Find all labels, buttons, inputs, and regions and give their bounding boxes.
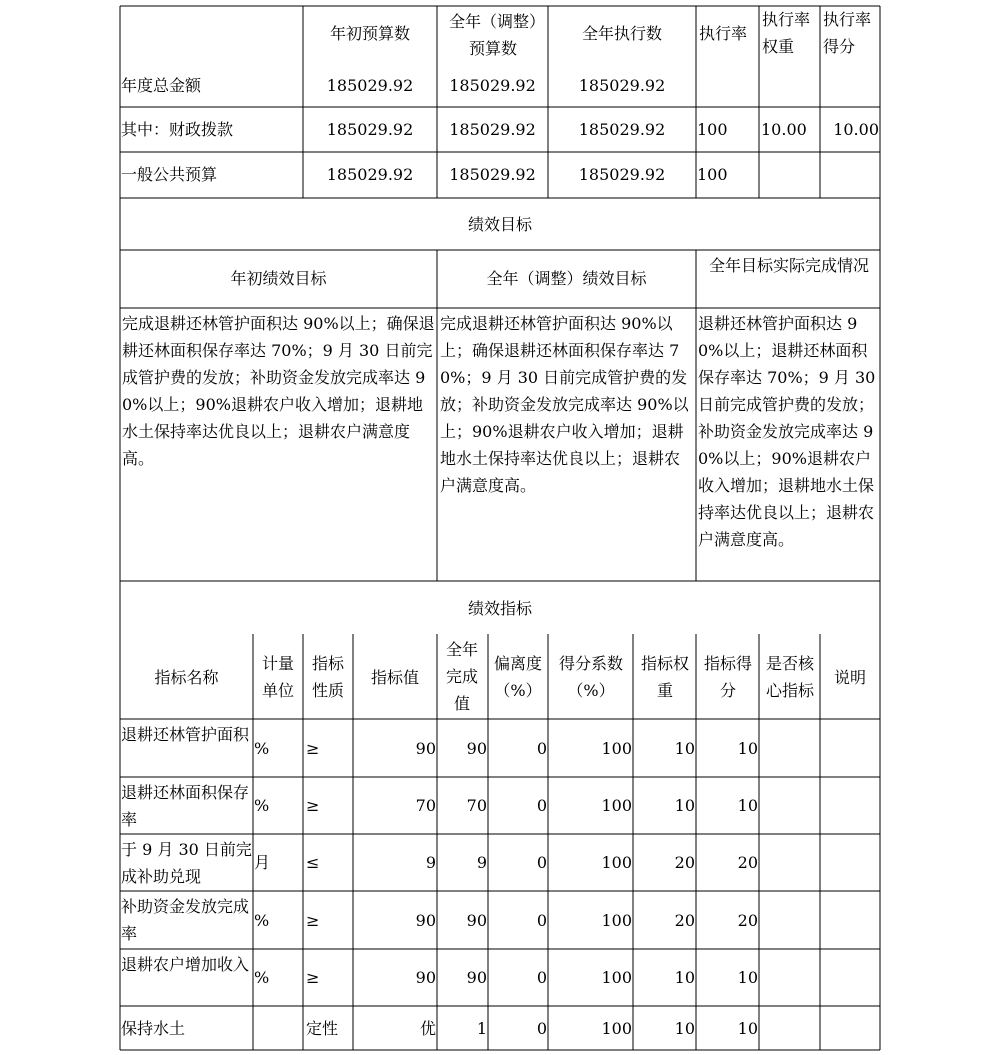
indicator-weight: 20: [674, 853, 695, 872]
budget-row-label: 其中：财政拨款: [121, 120, 234, 139]
ind-header-score: 指标得分: [703, 654, 752, 700]
indicator-unit: %: [254, 739, 270, 758]
indicator-done: 70: [466, 796, 487, 815]
budget-cell: 185029.92: [578, 76, 666, 95]
goals-col-actual: 全年目标实际完成情况: [708, 256, 869, 275]
header-initial-budget: 年初预算数: [329, 24, 410, 43]
header-exec-score: 执行率得分: [823, 10, 872, 56]
indicator-done: 90: [466, 911, 487, 930]
indicator-name: 补助资金发放完成率: [121, 897, 250, 943]
indicator-name: 退耕农户增加收入: [121, 955, 250, 974]
indicator-done: 90: [466, 739, 487, 758]
indicator-name: 保持水土: [121, 1019, 186, 1038]
indicator-unit: %: [254, 796, 270, 815]
indicator-weight: 20: [674, 911, 695, 930]
budget-row-label: 年度总金额: [121, 76, 202, 95]
header-adjusted-budget: 全年（调整）预算数: [448, 12, 537, 58]
ind-header-done: 全年完成值: [445, 640, 478, 713]
goals-text-adjusted: 完成退耕还林管护面积达 90%以上；确保退耕还林面积保存率达 70%；9 月 30 日前完成管护费的发放；补助资金发放完成率达 90%以上；90%退耕农户收入增加；退耕地水土保持率达优良以上；退耕农户满意度高。: [440, 314, 689, 495]
indicator-done: 9: [476, 853, 487, 872]
budget-cell: 100: [697, 120, 728, 139]
indicator-score: 20: [737, 911, 758, 930]
budget-cell: 185029.92: [578, 165, 666, 184]
indicator-coef: 100: [601, 968, 632, 987]
indicator-nature: ≥: [306, 739, 320, 758]
ind-header-core: 是否核心指标: [765, 654, 814, 700]
budget-cell: 185029.92: [578, 120, 666, 139]
indicator-value: 90: [415, 968, 436, 987]
indicator-value: 90: [415, 739, 436, 758]
budget-cell: 185029.92: [326, 165, 414, 184]
budget-cell: 100: [697, 165, 728, 184]
indicator-deviation: 0: [536, 911, 547, 930]
indicator-coef: 100: [601, 739, 632, 758]
indicator-coef: 100: [601, 1019, 632, 1038]
indicators-section-title: 绩效指标: [467, 599, 532, 618]
indicator-nature: ≥: [306, 796, 320, 815]
indicator-coef: 100: [601, 911, 632, 930]
indicator-nature: ≥: [306, 968, 320, 987]
indicator-score: 10: [737, 739, 758, 758]
indicator-done: 90: [466, 968, 487, 987]
ind-header-weight: 指标权重: [640, 654, 689, 700]
indicator-value: 70: [415, 796, 436, 815]
goals-col-initial: 年初绩效目标: [230, 269, 327, 288]
indicator-deviation: 0: [536, 1019, 547, 1038]
budget-cell: 185029.92: [326, 120, 414, 139]
budget-cell: 185029.92: [326, 76, 414, 95]
indicator-score: 10: [737, 796, 758, 815]
indicator-weight: 10: [674, 739, 695, 758]
indicator-nature: ≥: [306, 911, 320, 930]
ind-header-name: 指标名称: [154, 668, 219, 687]
indicator-score: 10: [737, 1019, 758, 1038]
indicator-deviation: 0: [536, 853, 547, 872]
indicator-unit: %: [254, 968, 270, 987]
indicator-name: 退耕还林管护面积: [121, 725, 250, 744]
indicator-name: 退耕还林面积保存率: [121, 783, 250, 829]
budget-cell: 185029.92: [449, 76, 536, 95]
indicator-score: 10: [737, 968, 758, 987]
ind-header-value: 指标值: [370, 668, 419, 687]
indicator-value: 9: [425, 853, 436, 872]
indicator-value: 90: [415, 911, 436, 930]
goals-section-title: 绩效目标: [467, 215, 532, 234]
budget-cell: 10.00: [833, 120, 879, 139]
indicator-nature: ≤: [306, 853, 320, 872]
indicator-coef: 100: [601, 796, 632, 815]
indicator-nature: 定性: [306, 1019, 339, 1038]
indicator-score: 20: [737, 853, 758, 872]
budget-row-label: 一般公共预算: [121, 165, 218, 184]
indicator-unit: 月: [254, 853, 271, 872]
budget-cell: 185029.92: [449, 165, 536, 184]
indicator-weight: 10: [674, 796, 695, 815]
indicator-name: 于 9 月 30 日前完成补助兑现: [121, 840, 252, 886]
goals-text-initial: 完成退耕还林管护面积达 90%以上；确保退耕还林面积保存率达 70%；9 月 30 日前完成管护费的发放；补助资金发放完成率达 90%以上；90%退耕农户收入增加；退耕地水土保持率达优良以上；退耕农户满意度高。: [122, 314, 435, 468]
ind-header-coef: 得分系数（%）: [558, 654, 623, 700]
indicator-weight: 10: [674, 1019, 695, 1038]
indicator-coef: 100: [601, 853, 632, 872]
ind-header-deviation: 偏离度（%）: [493, 654, 542, 700]
budget-cell: 185029.92: [449, 120, 536, 139]
ind-header-note: 说明: [833, 668, 866, 687]
indicator-deviation: 0: [536, 796, 547, 815]
ind-header-unit: 计量单位: [261, 654, 294, 700]
ind-header-nature: 指标性质: [311, 654, 344, 700]
budget-cell: 10.00: [761, 120, 807, 139]
indicator-weight: 10: [674, 968, 695, 987]
header-exec-rate: 执行率: [699, 24, 748, 43]
indicator-deviation: 0: [536, 739, 547, 758]
goals-col-adjusted: 全年（调整）绩效目标: [486, 269, 647, 288]
indicator-deviation: 0: [536, 968, 547, 987]
goals-text-actual: 退耕还林管护面积达 90%以上；退耕还林面积保存率达 70%；9 月 30 日前完成管护费的发放；补助资金发放完成率达 90%以上；90%退耕农户收入增加；退耕地水土保持率达优良以上；退耕农户满意度高。: [698, 314, 876, 549]
indicator-done: 1: [476, 1019, 487, 1038]
indicator-unit: %: [254, 911, 270, 930]
indicator-value: 优: [419, 1019, 436, 1038]
header-exec-weight: 执行率权重: [762, 10, 811, 56]
header-executed: 全年执行数: [581, 24, 662, 43]
